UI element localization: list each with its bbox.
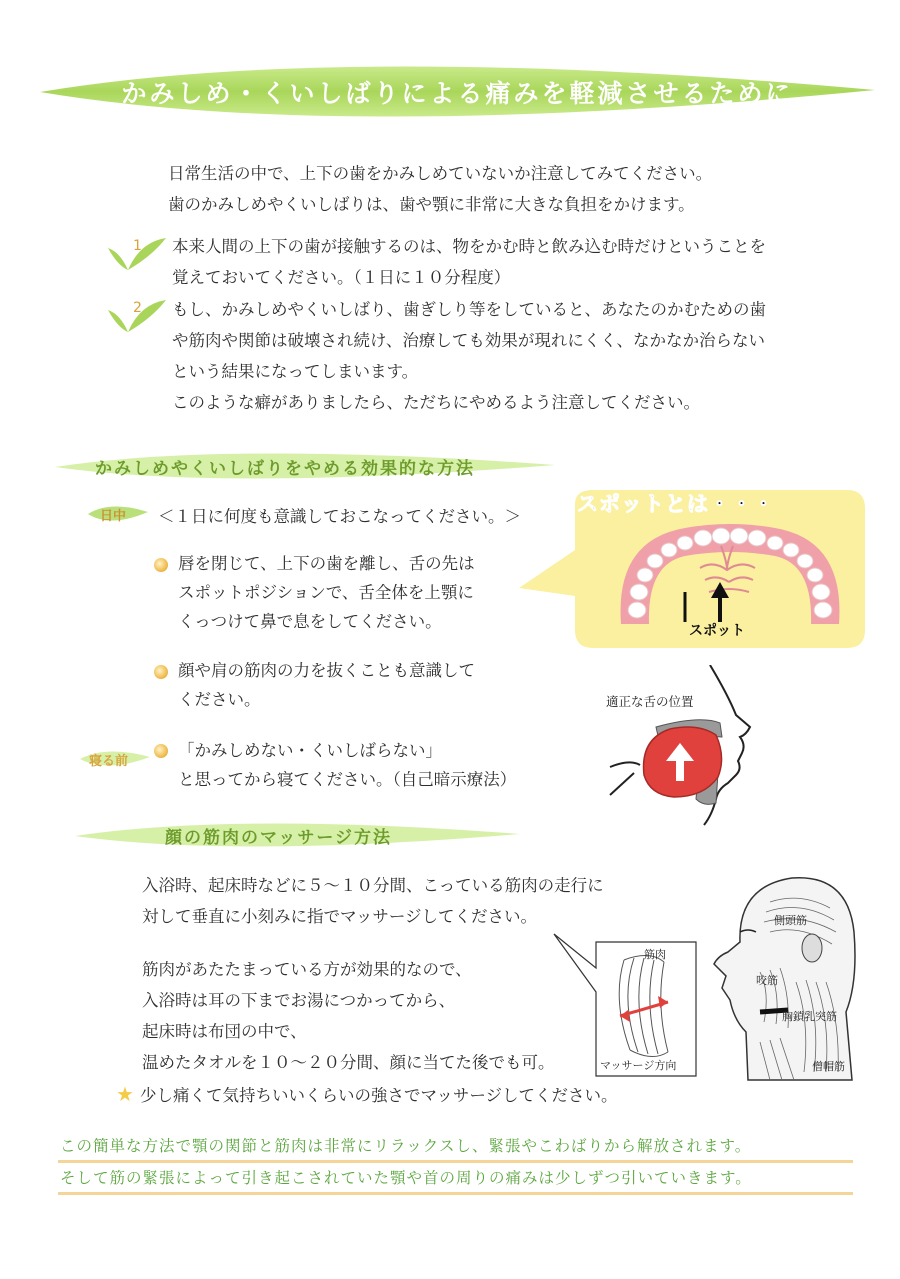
intro-line: 日常生活の中で、上下の歯をかみしめていないか注意してみてください。 <box>168 164 713 183</box>
para-line: 筋肉があたたまっている方が効果的なので、 <box>142 960 472 979</box>
footer-underline <box>58 1192 853 1195</box>
section1-title: かみしめやくいしばりをやめる効果的な方法 <box>95 459 475 479</box>
bullet-2-text <box>178 656 475 714</box>
spot-title: スポットとは・・・ <box>577 492 775 516</box>
spot-label: スポット <box>689 623 745 639</box>
footer-line-1: この簡単な方法で顎の関節と筋肉は非常にリラックスし、緊張やこわばりから解放されます。 <box>60 1137 752 1155</box>
bullet-icon <box>154 558 168 572</box>
spot-bubble <box>515 484 870 654</box>
footer-line-2: そして筋の緊張によって引き起こされていた顎や首の周りの痛みは少しずつ引いていきます。 <box>60 1169 752 1187</box>
title-banner <box>40 50 875 132</box>
daytime-label: 日中 <box>100 509 127 524</box>
para-line: 対して垂直に小刻みに指でマッサージしてください。 <box>142 907 538 926</box>
bullet-line: ください。 <box>178 690 261 709</box>
point-2-marker <box>106 298 166 334</box>
arrow-shaft <box>718 596 722 622</box>
bullet-line: 顔や肩の筋肉の力を抜くことも意識して <box>178 661 475 680</box>
tongue-illustration <box>600 665 760 835</box>
section2-banner <box>75 814 520 856</box>
muscle-label-trapezius: 僧帽筋 <box>812 1060 845 1073</box>
head-muscle-illustration <box>700 872 862 1082</box>
muscle-label-temporalis: 側頭筋 <box>774 914 807 927</box>
bullet-line: くっつけて鼻で息をしてください。 <box>178 612 442 631</box>
para-line: 温めたタオルを１０～２０分間、顔に当てた後でも可。 <box>142 1053 555 1072</box>
daytime-tag <box>88 500 148 528</box>
point-line: このような癖がありましたら、ただちにやめるよう注意してください。 <box>172 393 700 412</box>
muscle-label-masseter: 咬筋 <box>756 974 778 987</box>
bullet-1-text <box>178 549 475 636</box>
muscle-label-sternocleidomastoid: 胸鎖乳突筋 <box>782 1010 837 1023</box>
para-line: 入浴時は耳の下までお湯につかってから、 <box>142 991 456 1010</box>
bedtime-label: 寝る前 <box>89 754 129 769</box>
para-line: 入浴時、起床時などに５～１０分間、こっている筋肉の走行に <box>142 876 604 895</box>
section1-banner <box>55 443 555 489</box>
bullet-line: 「かみしめない・くいしばらない」 <box>178 741 442 760</box>
page-title: かみしめ・くいしばりによる痛みを軽減させるために <box>121 79 794 108</box>
tongue-label: 適正な舌の位置 <box>606 694 694 709</box>
massage-note: 少し痛くて気持ちいいくらいの強さでマッサージしてください。 <box>140 1086 618 1105</box>
point-number: 1 <box>133 238 142 254</box>
point-line: という結果になってしまいます。 <box>172 362 419 381</box>
point-line: や筋肉や関節は破壊され続け、治療しても効果が現れにくく、なかなか治らない <box>172 331 766 350</box>
intro <box>168 158 712 220</box>
intro-line: 歯のかみしめやくいしばりは、歯や顎に非常に大きな負担をかけます。 <box>168 195 695 214</box>
para-line: 起床時は布団の中で、 <box>142 1022 307 1041</box>
bullet-3-text <box>178 736 516 794</box>
bullet-line: 唇を閉じて、上下の歯を離し、舌の先は <box>178 554 475 573</box>
point-line: 本来人間の上下の歯が接触するのは、物をかむ時と飲み込む時だけということを <box>172 237 766 256</box>
point-2-text <box>172 294 766 418</box>
point-line: 覚えておいてください。（１日に１０分程度） <box>172 268 511 287</box>
muscle-label: 筋肉 <box>644 948 666 961</box>
bedtime-tag <box>80 745 150 773</box>
massage-para-2 <box>142 954 555 1078</box>
bullet-icon <box>154 744 168 758</box>
point-1-text <box>172 231 766 293</box>
point-line: もし、かみしめやくいしばり、歯ぎしり等をしていると、あなたのかむための歯 <box>172 300 766 319</box>
daytime-note: ＜１日に何度も意識しておこなってください。＞ <box>158 507 521 526</box>
star-icon: ★ <box>116 1082 134 1106</box>
bullet-line: と思ってから寝てください。（自己暗示療法） <box>178 770 517 789</box>
massage-para-1 <box>142 870 604 932</box>
footer-underline <box>58 1160 853 1163</box>
point-1-marker <box>106 236 166 272</box>
section2-title: 顔の筋肉のマッサージ方法 <box>165 828 392 848</box>
massage-direction-label: マッサージ方向 <box>600 1059 677 1072</box>
bullet-line: スポットポジションで、舌全体を上顎に <box>178 583 474 602</box>
bullet-icon <box>154 665 168 679</box>
massage-inset <box>552 930 702 1080</box>
point-number: 2 <box>133 300 142 316</box>
